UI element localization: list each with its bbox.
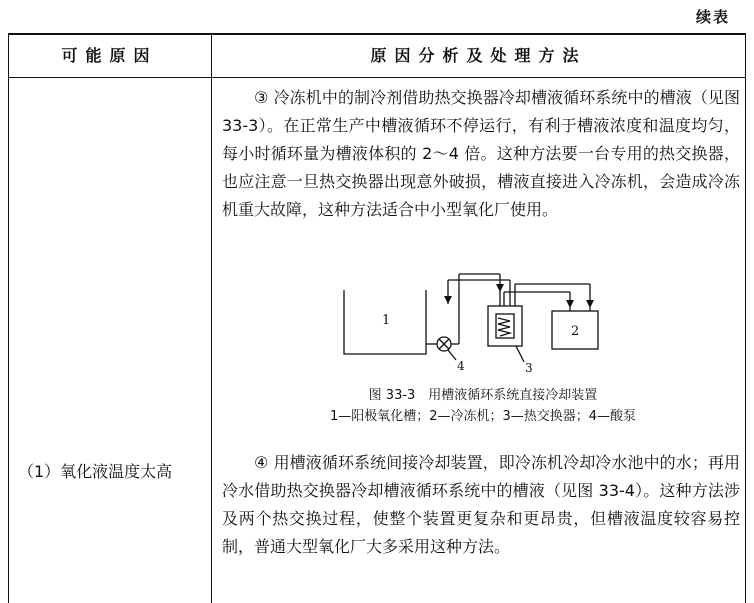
figure-label-pump: 4 xyxy=(457,359,465,373)
header-bottom-rule xyxy=(8,77,746,78)
figure-label-tank: 1 xyxy=(382,313,391,328)
figure-33-3 xyxy=(324,264,624,374)
column-divider xyxy=(211,33,212,603)
figure-label-chiller: 2 xyxy=(571,324,580,339)
paragraph-3: ③ 冷冻机中的制冷剂借助热交换器冷却槽液循环系统中的槽液（见图 33-3）。在正常生产中槽液循环不停运行，有利于槽液浓度和温度均匀，每小时循环量为槽液体积的 2～4 倍。这种方法要一台专用的热交换器，也应注意一旦热交换器出现意外破损，槽液直接进入冷冻机，会造成冷冻机重大故障，这种方法适合中小型氧化厂使用。 xyxy=(222,88,740,219)
cause-text: （1）氧化液温度太高 xyxy=(18,462,173,481)
paragraph-4: ④ 用槽液循环系统间接冷却装置，即冷冻机冷却冷水池中的水；再用冷水借助热交换器冷却槽液循环系统中的槽液（见图 33-4）。这种方法涉及两个热交换过程，使整个装置更复杂和更昂贵，但槽液温度较容易控制，普通大型氧化厂大多采用这种方法。 xyxy=(222,453,740,556)
table-right-rule xyxy=(745,33,746,603)
figure-caption-title: 图 33-3 用槽液循环系统直接冷却装置 xyxy=(368,388,598,403)
table-top-rule xyxy=(8,33,746,35)
header-analysis-method: 原因分析及处理方法 xyxy=(370,46,587,65)
table-left-rule xyxy=(8,33,9,603)
continued-label: 续表 xyxy=(695,8,730,26)
figure-label-exchanger: 3 xyxy=(525,361,533,374)
figure-caption-legend: 1—阳极氧化槽；2—冷冻机；3—热交换器；4—酸泵 xyxy=(329,409,637,424)
header-possible-cause: 可能原因 xyxy=(61,46,158,65)
